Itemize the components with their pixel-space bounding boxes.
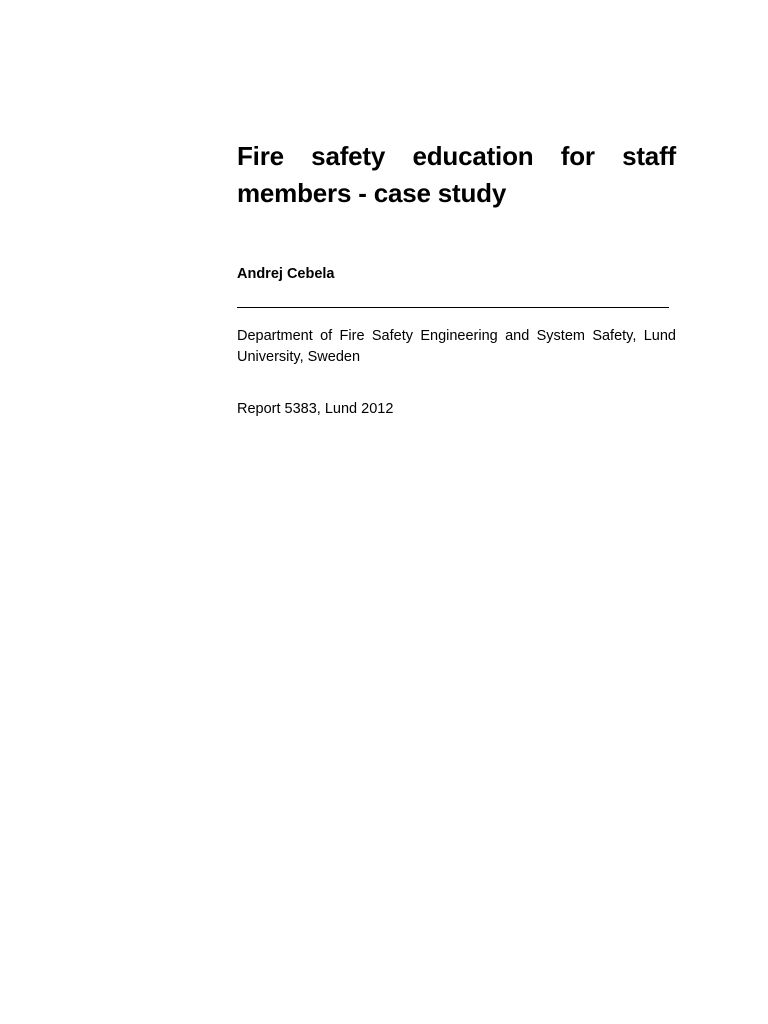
title-block	[237, 138, 676, 417]
affiliation: Department of Fire Safety Engineering and System Safety, Lund University, Sweden	[237, 328, 676, 365]
document-title: Fire safety education for staff members - case study	[237, 141, 676, 208]
separator-line	[237, 307, 669, 308]
report-info: Report 5383, Lund 2012	[237, 401, 394, 417]
author-name: Andrej Cebela	[237, 266, 335, 282]
